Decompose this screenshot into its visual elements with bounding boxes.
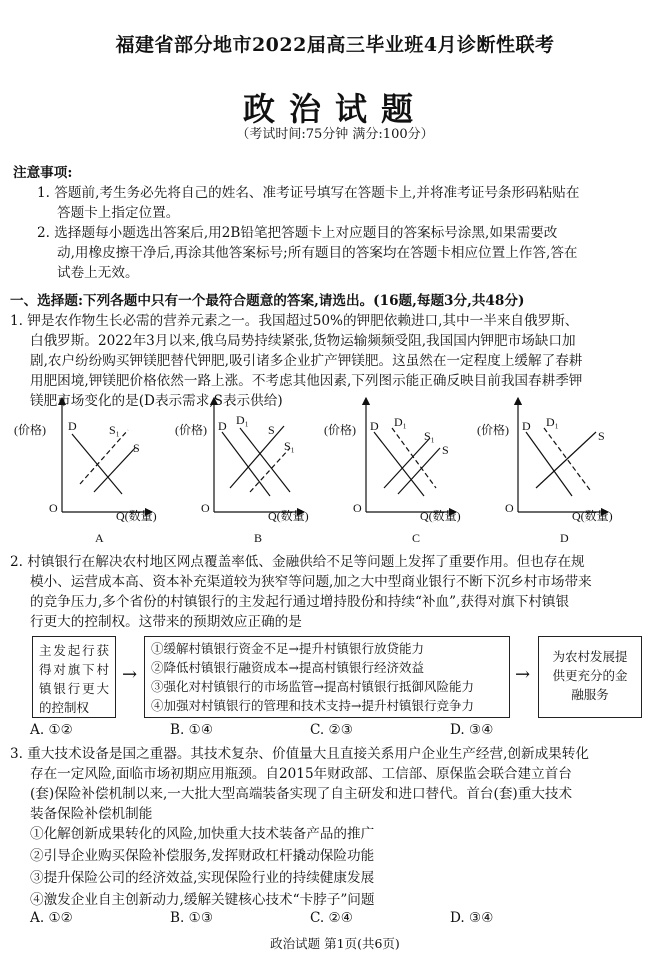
q2-line-1: 2. 村镇银行在解决农村地区网点覆盖率低、金融供给不足等问题上发挥了重要作用。但也存在规 — [10, 554, 585, 570]
notice-title: 注意事项: — [13, 165, 73, 181]
graph-b-label-2: D₁ — [236, 413, 249, 427]
page-footer: 政治试题 第1页(共6页) — [270, 936, 400, 951]
subject-title: 政治试题 — [242, 90, 427, 128]
graph-d-label-1: D — [522, 419, 531, 433]
notice-item-1-line-1: 1. 答题前,考生务必先将自己的姓名、准考证号填写在答题卡上,并将准考证号条形码粘贴在 — [37, 185, 580, 201]
q3-statement-2: ②引导企业购买保险补偿服务,发挥财政杠杆撬动保险功能 — [30, 848, 375, 864]
q2-flow-item-3: ③强化对村镇银行的市场监管→提高村镇银行抵御风险能力 — [151, 679, 474, 694]
q2-option-b: B. ①④ — [170, 722, 214, 738]
q2-line-4: 行更大的控制权。这带来的预期效应正确的是 — [30, 614, 302, 630]
q2-option-d: D. ③④ — [450, 722, 494, 738]
q3-line-3: (套)保险补偿机制以来,一大批大型高端装备实现了自主研发和进口替代。首台(套)重大技术 — [30, 786, 573, 802]
notice-item-2-line-1: 2. 选择题每小题选出答案后,用2B铅笔把答题卡上对应题目的答案标号涂黑,如果需要改 — [37, 225, 558, 241]
graph-d-y-label: (价格) — [477, 423, 509, 437]
q2-flow-item-4: ④加强对村镇银行的管理和技术支持→提升村镇银行竞争力 — [151, 698, 474, 713]
graph-a-label-1: D — [68, 419, 77, 433]
graph-a-label-3: S — [133, 441, 140, 455]
q1-line-3: 剧,农户纷纷购买钾镁肥替代钾肥,吸引诸多企业扩产钾镁肥。这虽然在一定程度上缓解了春耕 — [30, 353, 583, 369]
q2-option-a: A. ①② — [30, 722, 73, 738]
graph-c-x-label: Q(数量) — [420, 509, 461, 523]
graph-b-label-4: S₁ — [284, 439, 295, 453]
graph-c-label-2: D₁ — [394, 415, 407, 429]
exam-title: 福建省部分地市2022届高三毕业班4月诊断性联考 — [115, 34, 555, 56]
q3-line-2: 存在一定风险,面临市场初期应用瓶颈。自2015年财政部、工信部、原保监会联合建立首台 — [30, 766, 572, 782]
graph-c — [324, 398, 461, 545]
q3-option-b: B. ①③ — [170, 910, 214, 926]
q1-line-4: 用肥困境,钾镁肥价格依然一路上涨。不考虑其他因素,下列图示能正确反映目前我国春耕季钾 — [30, 373, 583, 389]
q2-flow-item-2: ②降低村镇银行融资成本→提高村镇银行经济效益 — [151, 660, 424, 675]
q3-option-d: D. ③④ — [450, 910, 494, 926]
q2-line-3: 的竞争压力,多个省份的村镇银行的主发起行通过增持股份和持续“补血”,获得对旗下村镇银 — [30, 594, 570, 610]
graph-b — [175, 398, 309, 545]
graph-a-letter: A — [95, 531, 104, 545]
graph-a-label-2: S₁ — [109, 423, 120, 437]
exam-time-info: （考试时间:75分钟 满分:100分） — [236, 127, 434, 142]
graph-c-letter: C — [412, 531, 421, 545]
notice-item-2-line-3: 试卷上无效。 — [57, 265, 139, 281]
q3-option-c: C. ②④ — [310, 910, 353, 926]
q2-line-2: 模小、运营成本高、资本补充渠道较为狭窄等问题,加之大中型商业银行不断下沉乡村市场带来 — [30, 574, 592, 590]
graph-b-label-1: D — [218, 419, 227, 433]
q2-flow-arrow-2: → — [515, 664, 531, 685]
graph-d-label-3: S — [598, 429, 605, 443]
graph-b-origin: O — [201, 501, 210, 515]
graph-d-origin: O — [505, 501, 514, 515]
graph-c-origin: O — [353, 501, 362, 515]
graph-c-label-1: D — [370, 419, 379, 433]
graph-c-y-label: (价格) — [324, 423, 356, 437]
q3-statement-1: ①化解创新成果转化的风险,加快重大技术装备产品的推广 — [30, 826, 375, 842]
graph-d — [477, 398, 613, 545]
q2-option-c: C. ②③ — [310, 722, 353, 738]
q1-line-1: 1. 钾是农作物生长必需的营养元素之一。我国超过50%的钾肥依赖进口,其中一半来自俄罗斯、 — [10, 313, 579, 329]
q2-flow-item-1: ①缓解村镇银行资金不足→提升村镇银行放贷能力 — [151, 641, 424, 656]
graph-b-x-label: Q(数量) — [268, 509, 309, 523]
q3-line-1: 3. 重大技术设备是国之重器。其技术复杂、价值量大且直接关系用户企业生产经营,创新成果转化 — [10, 746, 589, 762]
notice-item-1-line-2: 答题卡上指定位置。 — [57, 205, 180, 221]
q2-flow-middle-box — [144, 636, 510, 718]
q3-line-4: 装备保险补偿机制能 — [30, 806, 153, 822]
q1-supply-demand-graphs — [0, 392, 670, 552]
graph-d-x-label: Q(数量) — [572, 509, 613, 523]
graph-b-label-3: S — [268, 423, 275, 437]
q3-option-a: A. ①② — [30, 910, 73, 926]
graph-c-label-3: S₁ — [424, 429, 435, 443]
graph-b-letter: B — [254, 531, 263, 545]
q2-flow-right-box: 为农村发展提供更充分的金融服务 — [538, 636, 642, 718]
q1-line-5: 镁肥市场变化的是(D表示需求,S表示供给) — [30, 393, 283, 409]
graph-c-label-4: S — [442, 443, 449, 457]
graph-a-y-label: (价格) — [14, 423, 46, 437]
graph-a-origin: O — [49, 501, 58, 515]
graph-a — [14, 398, 157, 545]
graph-d-label-2: D₁ — [546, 415, 559, 429]
graph-a-x-label: Q(数量) — [116, 509, 157, 523]
graph-d-letter: D — [560, 531, 569, 545]
q3-statement-4: ④激发企业自主创新动力,缓解关键核心技术“卡脖子”问题 — [30, 892, 375, 908]
section-heading: 一、选择题:下列各题中只有一个最符合题意的答案,请选出。(16题,每题3分,共48分) — [10, 293, 525, 309]
notice-item-2-line-2: 动,用橡皮擦干净后,再涂其他答案标号;所有题目的答案均在答题卡相应位置上作答,答在 — [57, 245, 578, 261]
q1-line-2: 白俄罗斯。2022年3月以来,俄乌局势持续紧张,货物运输频频受阻,我国国内钾肥市场缺口加 — [30, 333, 576, 349]
q2-flow-left-box: 主发起行获得对旗下村镇银行更大的控制权 — [32, 636, 116, 718]
graph-b-y-label: (价格) — [175, 423, 207, 437]
q2-flow-arrow-1: → — [122, 664, 138, 685]
q3-statement-3: ③提升保险公司的经济效益,实现保险行业的持续健康发展 — [30, 870, 375, 886]
